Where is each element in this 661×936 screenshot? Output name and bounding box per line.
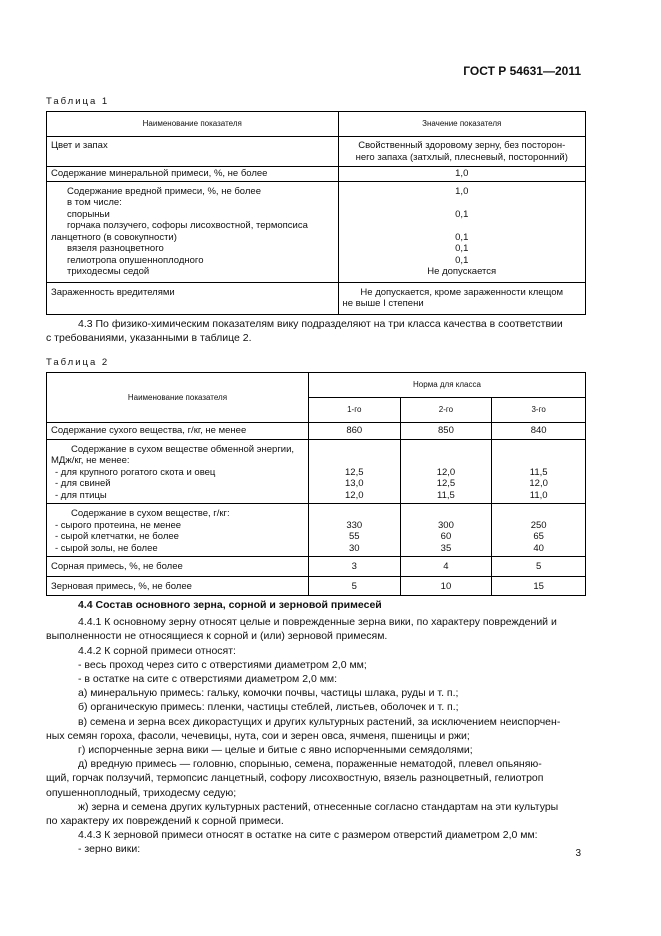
row-value: 1,0: [455, 185, 469, 197]
table-row: Зерновая примесь, %, не более 5 10 15: [47, 576, 586, 596]
document-header: ГОСТ Р 54631—2011: [463, 64, 581, 78]
row-name: Цвет и запах: [51, 140, 108, 151]
row-name: спорыньи: [67, 208, 110, 220]
row-name: в том числе:: [67, 197, 122, 208]
row-name: гелиотропа опушенноплодного: [67, 254, 204, 266]
row-name: горчака ползучего, софоры лисохвостной, термопсиса: [67, 220, 308, 231]
row-name: вязеля разноцветного: [67, 243, 164, 254]
row-value: Не допускается: [427, 266, 497, 277]
row-value: не выше I степени: [342, 298, 424, 309]
page-number: 3: [575, 848, 581, 859]
table1: [46, 111, 586, 315]
table2-header-class2: 2-го: [400, 398, 492, 423]
row-value: 0,1: [455, 231, 469, 243]
table1-caption: Таблица 1: [46, 96, 110, 107]
row-value: Не допускается, кроме зараженности клещом: [360, 286, 564, 298]
paragraph-4-3: 4.3 По физико-химическим показателям вику подразделяют на три класса качества в соответствии с требованиями, указанными в таблице 2.: [46, 318, 563, 345]
table2: [46, 372, 586, 596]
table-row: Содержание сухого вещества, г/кг, не менее 860 850 840: [47, 423, 586, 440]
row-value: 0,1: [455, 254, 469, 266]
table-row: [47, 137, 586, 167]
table-row: Сорная примесь, %, не более 3 4 5: [47, 557, 586, 577]
row-name: триходесмы седой: [67, 266, 150, 277]
row-name: Зараженность вредителями: [51, 286, 175, 298]
table1-header-value: Значение показателя: [338, 112, 586, 137]
table2-header-name: Наименование показателя: [47, 373, 309, 423]
row-value: 1,0: [455, 168, 469, 179]
section-title: 4.4 Состав основного зерна, сорной и зерновой примесей: [78, 599, 382, 611]
table2-header-class1: 1-го: [308, 398, 400, 423]
row-value: 0,1: [455, 243, 469, 254]
section-4-4: 4.4 Состав основного зерна, сорной и зерновой примесей 4.4.1 К основному зерну относят целые и поврежденные зерна вики, по характеру повреждений и выполненности не относящиеся к сорной и (или) зерновой примесям. 4.4.2 К сорной примеси относят: - весь проход через сито с отверстиями диаметром 2,0 мм; - в остатке на сите с отверстиями диаметром 2,0 мм: а) минеральную примесь: гальку, комочки почвы, частицы шлака, руды и т. п.; б) органическую примесь: пленки, частицы стеблей, листьев, оболочек и т. п.; в) семена и зерна всех дикорастущих и других культурных растений, за исключением неиспорчен- ных семян гороха, фасоли, чечевицы, нута, сои и зерен овса, ячменя, пшеницы и ржи; г) испорченные зерна вики — целые и битые с явно испорченными семядолями; д) вредную примесь — головню, спорынью, семена, пораженные нематодой, плевел опьяняю- щий, горчак ползучий, термопсис ланцетный, софору лисохвостную, вязель разноцветный, гелиотроп опушенноплодный, триходесму седую; ж) зерна и семена других культурных растений, отнесенные согласно стандартам на эти культуры по характеру их повреждений к сорной примеси. 4.4.3 К зерновой примеси относят в остатке на сите с размером отверстий диаметром 2,0 мм: - зерно вики:: [46, 598, 586, 857]
row-value: Свойственный здоровому зерну, без посторон-: [358, 140, 566, 151]
row-name: ланцетного (в совокупности): [51, 231, 177, 243]
table-row: Содержание в сухом веществе, г/кг: - сырого протеина, не менее - сырой клетчатки, не более - сырой золы, не более 330 55 30 300 60 35 250 65 40: [47, 504, 586, 557]
table2-header-class3: 3-го: [492, 398, 586, 423]
table-row: Содержание в сухом веществе обменной энергии, МДж/кг, не менее: - для крупного рогатого скота и овец - для свиней - для птицы 12,5 13,0 12,0 12,0 12,5 11,5 11,5 12,0 11,0: [47, 439, 586, 504]
table-row: [47, 282, 586, 314]
table-row: [47, 181, 586, 282]
row-value: него запаха (затхлый, плесневый, посторонний): [355, 151, 568, 163]
table1-header-name: Наименование показателя: [47, 112, 339, 137]
row-name: Содержание минеральной примеси, %, не более: [51, 168, 268, 179]
table-row: [47, 167, 586, 182]
row-value: 0,1: [455, 208, 469, 220]
table2-caption: Таблица 2: [46, 357, 110, 368]
table2-header-norm: Норма для класса: [308, 373, 585, 398]
row-name: Содержание вредной примеси, %, не более: [67, 185, 261, 197]
